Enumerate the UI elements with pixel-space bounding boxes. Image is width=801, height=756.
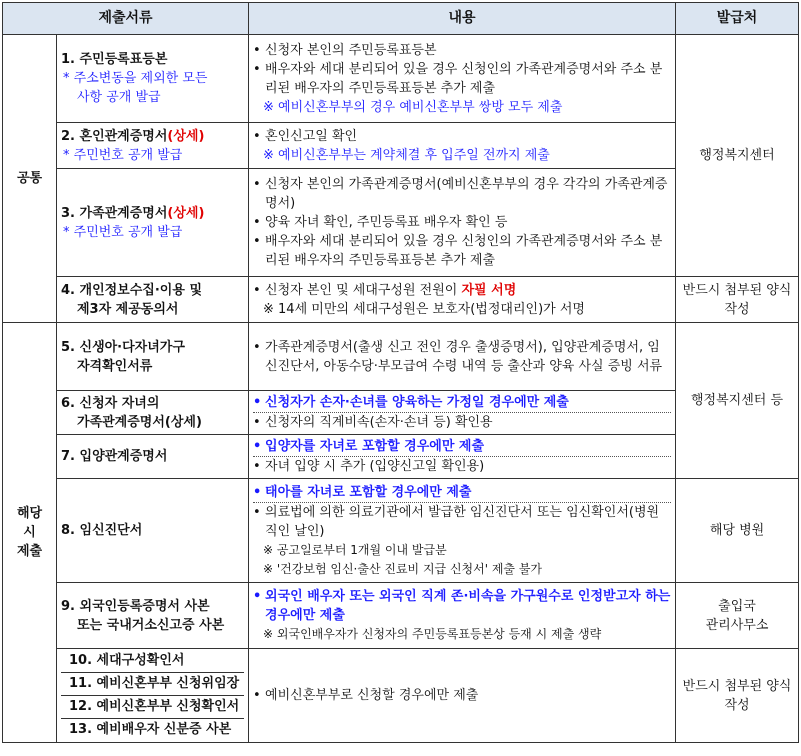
list-item: • 신청자의 직계비속(손자·손녀 등) 확인용	[253, 412, 671, 432]
doc-title: 8. 임신진단서	[61, 523, 143, 538]
doc-title-line	[61, 204, 244, 223]
doc-note: * 주소변동을 제외한 모든	[63, 71, 208, 86]
doc-title: 9. 외국인등록증명서 사본	[61, 598, 210, 614]
group-label: 해당	[16, 506, 43, 521]
content-cell	[249, 583, 676, 649]
list-item: • 배우자와 세대 분리되어 있을 경우 신청인의 가족관계증명서와 주소 분리된 배우자의 주민등록표등본 추가 제출	[253, 232, 671, 270]
table-row	[3, 35, 799, 123]
doc-title-cont: 가족관계증명서(상세)	[77, 414, 202, 430]
doc-note: * 주민번호 공개 발급	[63, 224, 183, 240]
list-item-note: ※ 예비신혼부부의 경우 예비신혼부부 쌍방 모두 제출	[263, 99, 563, 115]
list-item: • 신청자 본인의 주민등록표등본	[253, 41, 671, 60]
list-item-note: ※ 예비신혼부부는 계약체결 후 입주일 전까지 제출	[263, 147, 550, 163]
list-item-highlight: • 외국인 배우자 또는 외국인 직계 존·비속을 가구원수로 인정받고자 하는 경우에만 제출	[253, 587, 671, 625]
issuer-line: 출입국	[718, 598, 756, 614]
documents-table	[2, 2, 799, 743]
content-cell	[249, 649, 676, 743]
doc-title: 1. 주민등록표등본	[61, 52, 168, 67]
doc-cell	[57, 323, 249, 391]
doc-cell	[57, 391, 249, 435]
list-item: • 가족관계증명서(출생 신고 전인 경우 출생증명서), 입양관계증명서, 임신진단서, 아동수당·부모급여 수령 내역 등 출산과 양육 사실 증빙 서류	[253, 338, 671, 376]
doc-title-cont: 제3자 제공동의서	[77, 301, 179, 317]
doc-cell	[57, 277, 249, 323]
group-common: 공통	[3, 35, 57, 323]
issuer-attached-form: 반드시 첨부된 양식 작성	[676, 277, 799, 323]
doc-cell	[57, 35, 249, 123]
list-item-highlight: • 신청자가 손자·손녀를 양육하는 가정일 경우에만 제출	[253, 393, 671, 412]
doc-cell	[57, 435, 249, 479]
content-cell	[249, 169, 676, 277]
table-row	[3, 277, 799, 323]
list-item: • 의료법에 의한 의료기관에서 발급한 임신진단서 또는 임신확인서(병원 직인 날인)	[253, 502, 671, 541]
list-item-note: ※ '건강보험 임신·출산 진료비 지급 신청서' 제출 불가	[263, 561, 543, 576]
issuer-line: 관리사무소	[705, 617, 769, 633]
group-conditional	[3, 323, 57, 743]
item-text: 신청자 본인 및 세대구성원 전원이	[265, 282, 462, 298]
doc-cell	[57, 123, 249, 169]
group-label: 제출	[16, 544, 43, 559]
content-cell	[249, 35, 676, 123]
table-row	[3, 649, 799, 743]
doc-title: 11. 예비신혼부부 신청위임장	[61, 673, 244, 696]
issuer-welfare-center: 행정복지센터	[676, 35, 799, 277]
doc-note: * 주민번호 공개 발급	[63, 147, 183, 163]
doc-title: 12. 예비신혼부부 신청확인서	[61, 696, 244, 719]
doc-list-cell	[57, 649, 249, 743]
list-item-note: ※ 공고일로부터 1개월 이내 발급분	[263, 542, 447, 557]
table-row	[3, 479, 799, 583]
doc-title: 7. 입양관계증명서	[61, 449, 168, 464]
list-item: • 혼인신고일 확인	[253, 127, 671, 146]
issuer-hospital: 해당 병원	[676, 479, 799, 583]
content-cell	[249, 277, 676, 323]
doc-title-cont: 자격확인서류	[77, 358, 153, 374]
doc-title: 2. 혼인관계증명서	[61, 128, 168, 144]
doc-title: 4. 개인정보수집·이용 및	[61, 282, 202, 298]
issuer-attached-form-final: 반드시 첨부된 양식 작성	[676, 649, 799, 743]
header-content: 내용	[249, 3, 676, 35]
issuer-welfare-center-etc: 행정복지센터 등	[676, 323, 799, 479]
doc-title: 6. 신청자 자녀의	[61, 395, 160, 411]
detail-badge: (상세)	[167, 128, 205, 144]
group-label: 시	[23, 525, 36, 540]
content-cell	[249, 391, 676, 435]
table-row	[3, 323, 799, 391]
header-issuer: 발급처	[676, 3, 799, 35]
content-cell	[249, 123, 676, 169]
table-row	[3, 583, 799, 649]
doc-cell	[57, 583, 249, 649]
table-header-row	[3, 3, 799, 35]
list-item: • 배우자와 세대 분리되어 있을 경우 신청인의 가족관계증명서와 주소 분리된 배우자의 주민등록표등본 추가 제출	[253, 60, 671, 98]
doc-title-line	[61, 127, 244, 146]
list-item: • 자녀 입양 시 추가 (입양신고일 확인용)	[253, 456, 671, 476]
content-cell	[249, 323, 676, 391]
doc-title: 5. 신생아·다자녀가구	[61, 339, 185, 355]
list-item-highlight: • 입양자를 자녀로 포함할 경우에만 제출	[253, 437, 671, 456]
content-cell	[249, 435, 676, 479]
signature-highlight: 자필 서명	[461, 282, 517, 298]
list-item	[253, 281, 671, 300]
doc-title: 10. 세대구성확인서	[61, 650, 244, 673]
doc-cell	[57, 479, 249, 583]
doc-note: 사항 공개 발급	[77, 90, 161, 105]
list-item-note: ※ 외국인배우자가 신청자의 주민등록표등본상 등재 시 제출 생략	[263, 627, 602, 641]
content-cell	[249, 479, 676, 583]
doc-title: 13. 예비배우자 신분증 사본	[69, 722, 232, 737]
doc-title: 3. 가족관계증명서	[61, 205, 168, 221]
header-documents: 제출서류	[3, 3, 249, 35]
doc-cell	[57, 169, 249, 277]
list-item-highlight: • 태아를 자녀로 포함할 경우에만 제출	[253, 483, 671, 502]
list-item: • 신청자 본인의 가족관계증명서(예비신혼부부의 경우 각각의 가족관계증명서)	[253, 175, 671, 213]
doc-title-cont: 또는 국내거소신고증 사본	[77, 617, 225, 633]
issuer-immigration	[676, 583, 799, 649]
list-item: • 양육 자녀 확인, 주민등록표 배우자 확인 등	[253, 213, 671, 232]
detail-badge: (상세)	[167, 205, 205, 221]
list-item-note: ※ 14세 미만의 세대구성원은 보호자(법정대리인)가 서명	[263, 301, 585, 317]
list-item: • 예비신혼부부로 신청할 경우에만 제출	[253, 686, 671, 705]
